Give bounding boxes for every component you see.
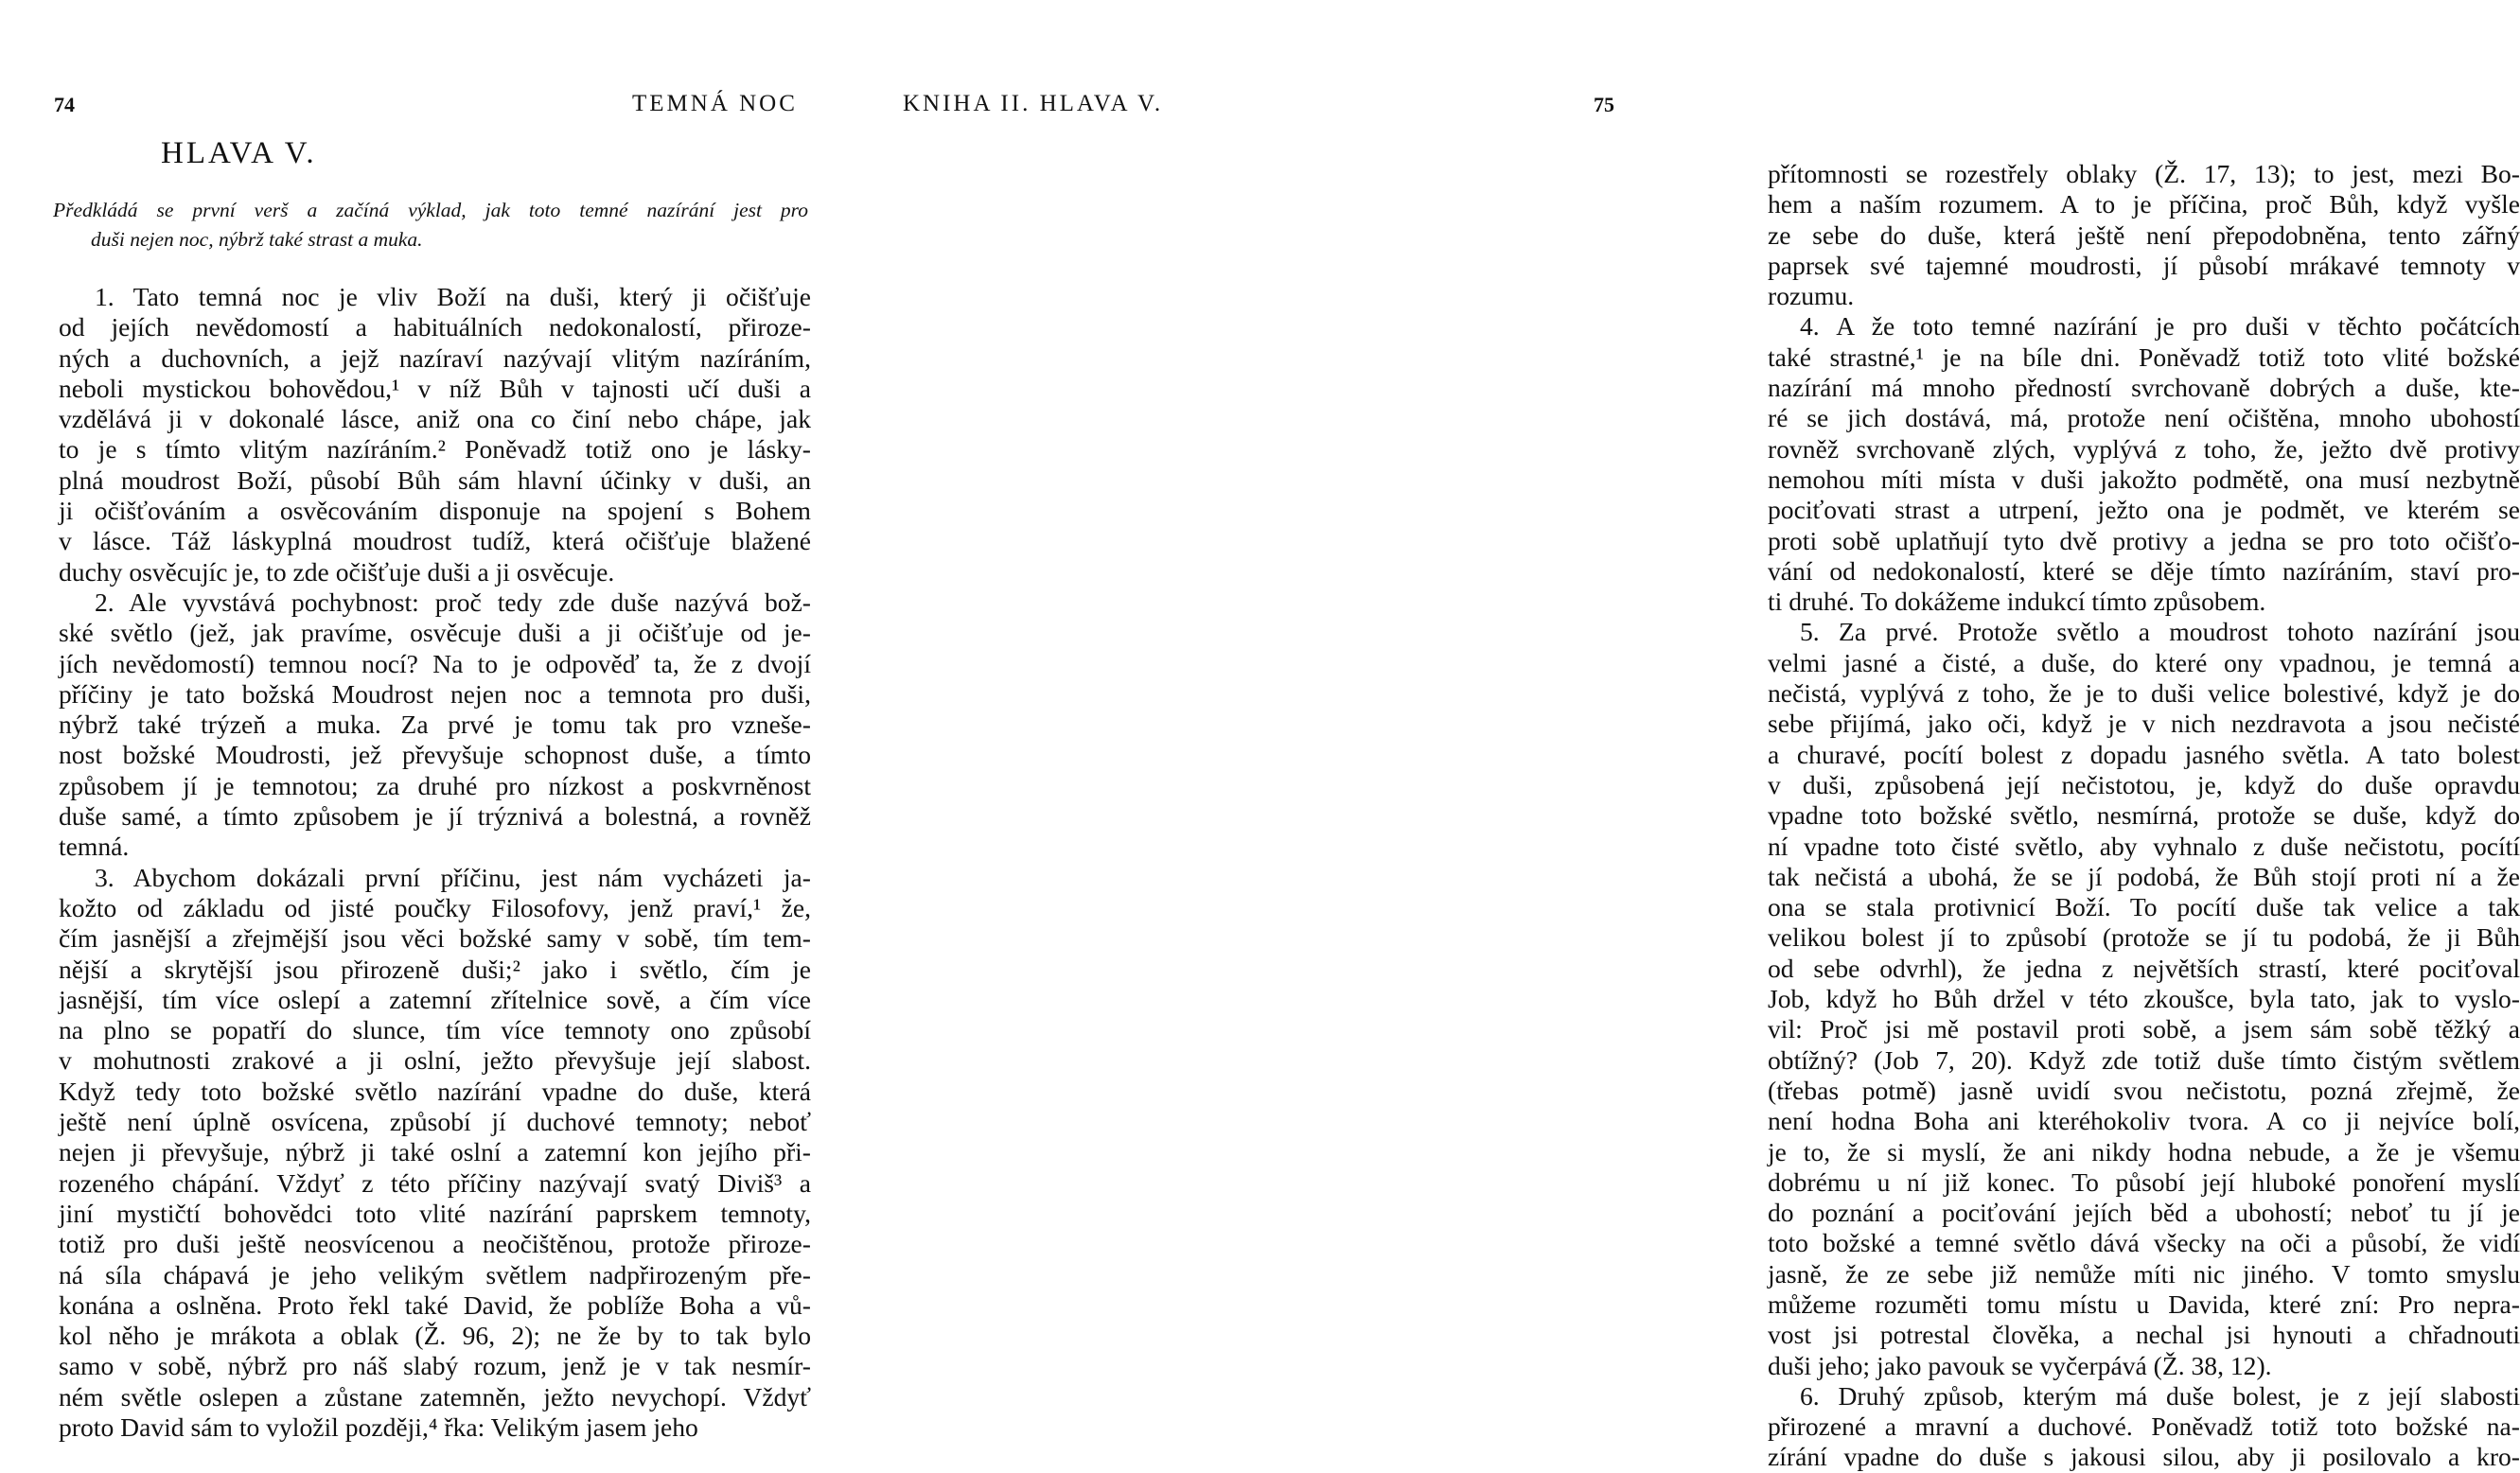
text-line: plná moudrost Boží, působí Bůh sám hlavní účinky v duši, an: [59, 465, 811, 495]
text-line: proto David sám to vyložil později,⁴ řka: Velikým jasem jeho: [59, 1412, 698, 1442]
chapter-title: HLAVA V.: [161, 136, 317, 170]
text-line: způsobem jí je temnotou; za druhé pro nízkost a poskvrněnost: [59, 770, 811, 800]
summary-line: duši nejen noc, nýbrž také strast a muka.: [91, 228, 423, 251]
text-line: ném světle oslepen a zůstane zatemněn, ježto nevychopí. Vždyť: [59, 1381, 811, 1412]
text-line: vpadne toto božské světlo, nesmírná, protože se duše, když do: [1768, 800, 2520, 831]
text-line: jasně, že ze sebe již nemůže míti nic jiného. V tomto smyslu: [1768, 1258, 2520, 1289]
text-line: toto božské a temné světlo dává všecky na oči a působí, že vidí: [1768, 1228, 2520, 1258]
body-text: [1768, 159, 2520, 1473]
text-line: 2. Ale vyvstává pochybnost: proč tedy zde duše nazývá bož-: [95, 587, 811, 617]
text-line: nější a skrytější jsou přirozeně duši;² jako i světlo, čím je: [59, 954, 811, 984]
text-line: kožto od základu od jisté poučky Filosofovy, jenž praví,¹ že,: [59, 892, 811, 922]
text-line: to je s tímto vlitým nazíráním.² Poněvadž totiž ono je lásky-: [59, 434, 811, 465]
text-line: nazírání má mnoho předností svrchovaně dobrých a duše, kte-: [1768, 373, 2520, 403]
text-line: temná.: [59, 832, 130, 862]
text-line: čím jasnější a zřejmější jsou věci božské samy v sobě, tím tem-: [59, 923, 811, 954]
text-line: paprsek své tajemné moudrosti, jí působí mrákavé temnoty v: [1768, 250, 2520, 280]
text-line: ona se stala protivnicí Boží. To pocítí duše tak velice a tak: [1768, 892, 2520, 922]
text-line: duši jeho; jako pavouk se vyčerpává (Ž. 38, 12).: [1768, 1350, 2272, 1380]
text-line: nejen ji převyšuje, nýbrž ji také oslní a zatemní kon jejího při-: [59, 1137, 811, 1167]
text-line: ské světlo (jež, jak pravíme, osvěcuje duši a ji očišťuje od je-: [59, 618, 811, 648]
text-line: proti sobě uplatňují tyto dvě protivy a jedna se pro toto očišťo-: [1768, 525, 2520, 555]
text-line: obtížný? (Job 7, 20). Když zde totiž duše tímto čistým světlem: [1768, 1044, 2520, 1075]
text-line: přítomnosti se rozestřely oblaky (Ž. 17, 13); to jest, mezi Bo-: [1768, 159, 2520, 188]
text-line: duchy osvěcujíc je, to zde očišťuje duši a ji osvěcuje.: [59, 556, 615, 587]
text-line: pociťovati strast a utrpení, ježto ona je podmět, ve kterém se: [1768, 495, 2520, 525]
text-line: vzdělává ji v dokonalé lásce, aniž ona co činí nebo chápe, jak: [59, 404, 811, 434]
text-line: rovněž svrchovaně zlých, vyplývá z toho, že, ježto dvě protivy: [1768, 433, 2520, 464]
text-line: v lásce. Táž láskyplná moudrost tudíž, která očišťuje blažené: [59, 526, 811, 556]
text-line: 4. A že toto temné nazírání je pro duši v těchto počátcích: [1800, 311, 2520, 342]
text-line: ní vpadne toto čisté světlo, aby vyhnalo z duše nečistotu, pocítí: [1768, 831, 2520, 861]
text-line: jasnější, tím více oslepí a zatemní zřítelnice sově, a čím více: [59, 984, 811, 1014]
text-line: jiní mystičtí bohovědci toto vlité nazírání paprskem temnoty,: [59, 1198, 811, 1228]
text-line: 1. Tato temná noc je vliv Boží na duši, který ji očišťuje: [95, 282, 811, 311]
running-head: TEMNÁ NOC: [632, 91, 798, 116]
text-line: Job, když ho Bůh držel v této zkoušce, byla tato, jak to vyslo-: [1768, 984, 2520, 1014]
text-line: dobrému u ní již konec. To působí její hluboké ponoření myslí: [1768, 1166, 2520, 1197]
text-line: jích nevědomostí) temnou nocí? Na to je odpověď ta, že z dvojí: [59, 648, 811, 678]
text-line: ré se jich dostává, má, protože není očištěna, mnoho ubohostí: [1768, 403, 2520, 433]
text-line: ze sebe do duše, která ještě není přepodobněna, tento zářný: [1768, 219, 2520, 250]
text-line: rozeného chápání. Vždyť z této příčiny nazývají svatý Diviš³ a: [59, 1167, 811, 1198]
text-line: od sebe odvrhl), že jedna z největších strastí, které pociťoval: [1768, 953, 2520, 983]
text-line: nemohou míti místa v duši jakožto podmětě, ona musí nezbytně: [1768, 464, 2520, 494]
text-line: totiž pro duši ještě neosvícenou a neočištěnou, protože přiroze-: [59, 1229, 811, 1259]
text-line: zírání vpadne do duše s jakousi silou, aby ji posilovalo a kro-: [1768, 1442, 2520, 1472]
left-page: [0, 0, 855, 1442]
text-line: přirozené a mravní a duchové. Poněvadž totiž toto božské na-: [1768, 1412, 2520, 1442]
text-line: není hodna Boha ani kteréhokoliv tvora. A co ji nejvíce bolí,: [1768, 1106, 2520, 1136]
text-line: můžeme rozuměti tomu místu u Davida, které zní: Pro nepra-: [1768, 1289, 2520, 1319]
text-line: 3. Abychom dokázali první příčinu, jest nám vycházeti ja-: [95, 862, 811, 892]
text-line: nečistá, vyplývá z toho, že je to duši velice bolestivé, když je do: [1768, 678, 2520, 709]
text-line: velmi jasné a čisté, a duše, do které ony vpadnou, je temná a: [1768, 647, 2520, 677]
text-line: ji očišťováním a osvěcováním disponuje na spojení s Bohem: [59, 496, 811, 526]
running-head: KNIHA II. HLAVA V.: [903, 91, 1164, 116]
summary-line: Předkládá se první verš a začíná výklad, jak toto temné nazírání jest pro: [53, 199, 808, 221]
text-line: kol něho je mrákota a oblak (Ž. 96, 2); ne že by to tak bylo: [59, 1321, 811, 1351]
text-line: ti druhé. To dokážeme indukcí tímto způsobem.: [1768, 587, 2266, 617]
body-text: [59, 282, 811, 1443]
text-line: vání od nedokonalostí, které se děje tímto nazíráním, staví pro-: [1768, 555, 2520, 586]
text-line: do poznání a pociťování jejích běd a ubohostí; neboť tu jí je: [1768, 1198, 2520, 1228]
text-line: rozumu.: [1768, 281, 1855, 311]
page-number: 74: [54, 93, 75, 116]
text-line: v duši, způsobená její nečistotou, je, když do duše opravdu: [1768, 769, 2520, 799]
text-line: sebe přijímá, jako oči, když je v nich nezdravota a jsou nečisté: [1768, 709, 2520, 739]
text-line: je to, že si myslí, že ani nikdy hodna nebude, a že je všemu: [1768, 1136, 2520, 1166]
text-line: velikou bolest jí to způsobí (protože se jí tu podobá, že ji Bůh: [1768, 922, 2520, 953]
text-line: hem a naším rozumem. A to je příčina, proč Bůh, když vyšle: [1768, 189, 2520, 219]
text-line: nýbrž také trýzeň a muka. Za prvé je tomu tak pro vznešе-: [59, 710, 811, 740]
text-line: ných a duchovních, a jejž nazíraví nazývají vlitým nazíráním,: [59, 342, 811, 373]
text-line: 5. Za prvé. Protože světlo a moudrost tohoto nazírání jsou: [1800, 617, 2520, 647]
text-line: od jejích nevědomostí a habituálních nedokonalostí, přiroze-: [59, 312, 811, 342]
chapter-summary: [53, 196, 808, 254]
text-line: a churavé, pocítí bolest z dopadu jasného světla. A tato bolest: [1768, 739, 2520, 769]
text-line: Když tedy toto božské světlo nazírání vpadne do duše, která: [59, 1076, 811, 1106]
text-line: neboli mystickou bohovědou,¹ v níž Bůh v tajnosti učí duši a: [59, 373, 811, 403]
text-line: duše samé, a tímto způsobem je jí trýznivá a bolestná, a rovněž: [59, 801, 811, 832]
text-line: nost božské Moudrosti, jež převyšuje schopnost duše, a tímto: [59, 740, 811, 770]
text-line: vil: Proč jsi mě postavil proti sobě, a jsem sám sobě těžký a: [1768, 1014, 2520, 1044]
page-number: 75: [1594, 93, 1614, 116]
text-line: také strastné,¹ je na bíle dni. Poněvadž totiž toto vlité božské: [1768, 342, 2520, 372]
text-line: 6. Druhý způsob, kterým má duše bolest, je z její slabosti: [1800, 1380, 2520, 1411]
right-page: [855, 0, 2520, 1472]
text-line: ještě není úplně osvícena, způsobí jí duchové temnoty; neboť: [59, 1107, 811, 1137]
text-line: (třebas potmě) jasně uvidí svou nečistotu, pozná zřejmě, že: [1768, 1075, 2520, 1105]
text-line: na plno se popatří do slunce, tím více temnoty ono způsobí: [59, 1015, 811, 1045]
text-line: příčiny je tato božská Moudrost nejen noc a temnota pro duši,: [59, 678, 811, 709]
text-line: samo v sobě, nýbrž pro náš slabý rozum, jenž je v tak nesmír-: [59, 1351, 811, 1381]
text-line: vost jsi potrestal člověka, a nechal jsi hynouti a chřadnouti: [1768, 1320, 2520, 1350]
text-line: v mohutnosti zrakové a ji oslní, ježto převyšuje její slabost.: [59, 1045, 811, 1076]
text-line: konána a oslněna. Proto řekl také David, že poblíže Boha a vů-: [59, 1289, 811, 1320]
text-line: tak nečistá a ubohá, že se jí podobá, že Bůh stojí proti ní a že: [1768, 861, 2520, 891]
text-line: ná síla chápavá je jeho velikým světlem nadpřirozeným pře-: [59, 1259, 811, 1289]
